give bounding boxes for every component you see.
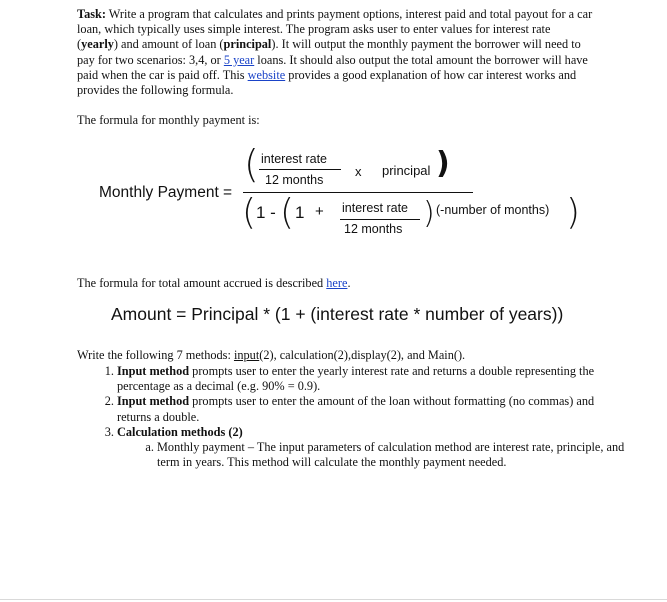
task-label: Task:	[77, 7, 106, 21]
method-title: Input method	[117, 394, 190, 409]
methods-list	[77, 364, 627, 470]
den-frac-bar	[340, 219, 420, 220]
method-title: Calculation methods (2)	[117, 424, 243, 439]
task-text-1: Write a program that calculates and prints payment options, interest paid and total payout for a car loan, which typically uses simple interest. The program asks user to enter values for interest rate (	[77, 7, 593, 52]
year-loans-link[interactable]: 5 year	[223, 52, 255, 67]
methods-intro	[77, 348, 593, 363]
method-title: Input method	[117, 364, 190, 378]
den-open-paren-1: (	[242, 192, 257, 233]
den-frac-bottom: 12 months	[344, 222, 403, 236]
num-frac-bar	[259, 169, 341, 170]
den-exponent: (-number of months)	[436, 203, 550, 217]
method-item	[117, 394, 627, 424]
page-bottom-rule	[0, 599, 667, 600]
here-link[interactable]: here	[326, 276, 348, 290]
methods-intro-text-2: (2), calculation(2),display(2), and Main().	[259, 348, 466, 362]
task-paragraph	[77, 7, 593, 98]
task-text-2: ) and amount of loan (	[113, 37, 224, 52]
formula-lhs: Monthly Payment =	[99, 184, 233, 201]
times-sign: x	[355, 164, 362, 179]
website-link[interactable]: website	[247, 67, 286, 82]
den-open-paren-2: (	[280, 192, 295, 233]
task-text-3: ). It will output the monthly payment the borrower will need to pay for two scenarios: 3,4, or	[77, 37, 581, 67]
method-item	[117, 425, 627, 471]
main-fraction-bar	[243, 192, 473, 193]
num-frac-top: interest rate	[261, 152, 328, 166]
den-close-paren-inner: )	[423, 196, 435, 231]
method-text: prompts user to enter the amount of the loan without formatting (no commas) and returns a double.	[117, 394, 595, 424]
method-item	[117, 364, 627, 394]
method-text: prompts user to enter the yearly interest rate and returns a double representing the percentage as a decimal (e.g. 90% = 0.9).	[117, 364, 595, 394]
amount-formula: Amount = Principal * (1 + (interest rate * number of years))	[111, 304, 564, 324]
principal-term: principal	[223, 37, 272, 52]
methods-intro-text-1: Write the following 7 methods:	[77, 348, 234, 362]
task-text-4: loans. It should also output the total amount the borrower will have paid when the car is paid off. This	[77, 52, 588, 82]
input-link[interactable]: input	[233, 348, 260, 362]
den-frac-top: interest rate	[342, 201, 409, 215]
formula-principal: principal	[382, 163, 431, 178]
den-inner-one: 1	[295, 203, 305, 222]
numerator-close-paren: )	[436, 146, 450, 181]
formula-intro: The formula for monthly payment is:	[77, 113, 260, 127]
sub-methods-list	[117, 440, 627, 470]
den-one: 1 -	[256, 203, 276, 222]
sub-method-item: a. Monthly payment – The input parameters of calculation method are interest rate, principle, and term in years. This method will calculate the monthly payment needed.	[157, 440, 627, 470]
amount-intro-text: The formula for total amount accrued is described	[77, 276, 327, 290]
den-plus: +	[315, 203, 324, 220]
den-close-paren-outer: )	[566, 192, 581, 233]
yearly-term: yearly	[81, 37, 114, 52]
num-frac-bottom: 12 months	[265, 173, 324, 187]
amount-formula-intro	[77, 276, 593, 291]
amount-intro-end: .	[347, 276, 351, 290]
numerator-open-paren: (	[244, 142, 259, 186]
task-text-5: provides a good explanation of how car interest works and provides the following formula.	[77, 67, 577, 98]
